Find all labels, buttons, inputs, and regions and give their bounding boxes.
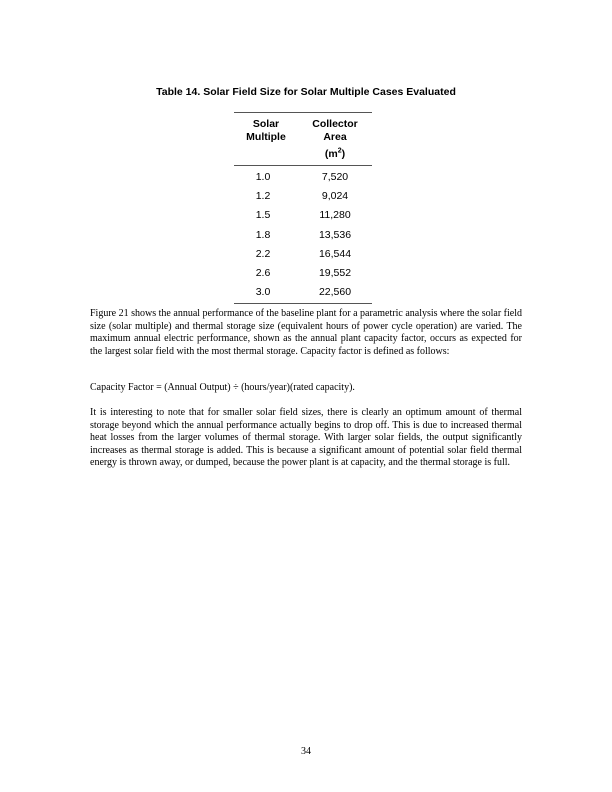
header-solar-multiple-line1: Solar	[252, 118, 280, 130]
table-header-row	[234, 113, 372, 166]
table-row	[234, 283, 372, 303]
paragraph-capacity-factor-formula: Capacity Factor = (Annual Output) ÷ (hours/year)(rated capacity).	[90, 382, 355, 393]
collector-area-cell: 7,520	[321, 170, 349, 183]
solar-multiple-cell: 1.5	[255, 209, 271, 222]
table-row	[234, 264, 372, 283]
header-collector-area-line2: Area	[323, 131, 347, 143]
table-row	[234, 225, 372, 244]
header-solar-multiple	[234, 113, 298, 166]
solar-multiple-cell: 2.6	[255, 267, 271, 280]
table-row	[234, 187, 372, 206]
collector-area-cell: 11,280	[319, 209, 351, 222]
paragraph-figure-21-description: Figure 21 shows the annual performance of the baseline plant for a parametric analysis where the solar field size (solar multiple) and thermal storage size (equivalent hours of power cycle operation) are varied. The maximum annual electric performance, shown as the annual plant capacity factor, occurs as expected for the largest solar field with the most thermal storage. Capacity factor is defined as follows:	[90, 308, 522, 357]
table-row	[234, 245, 372, 264]
collector-area-cell: 22,560	[318, 286, 352, 299]
paragraph-storage-optimum: It is interesting to note that for smaller solar field sizes, there is clearly an optimum amount of thermal storage beyond which the annual performance actually begins to drop off. This is due to increased thermal heat losses from the larger volumes of thermal storage. With larger solar fields, the output significantly increases as thermal storage is added. This is because a significant amount of potential solar field thermal energy is thrown away, or dumped, because the power plant is at capacity, and the thermal storage is full.	[90, 407, 522, 468]
collector-area-cell: 16,544	[318, 247, 352, 260]
collector-area-cell: 19,552	[318, 267, 352, 280]
solar-multiple-cell: 1.8	[255, 228, 271, 241]
solar-multiple-cell: 1.0	[255, 170, 271, 183]
table-row	[234, 165, 372, 187]
table-caption: Table 14. Solar Field Size for Solar Multiple Cases Evaluated	[156, 86, 456, 98]
table-row	[234, 206, 372, 225]
header-solar-multiple-line2: Multiple	[246, 131, 286, 143]
solar-multiple-cell: 3.0	[255, 286, 271, 299]
solar-field-size-table	[234, 112, 372, 304]
collector-area-cell: 13,536	[318, 228, 352, 241]
header-collector-area	[298, 113, 372, 166]
solar-multiple-cell: 1.2	[255, 189, 271, 202]
header-collector-area-line1: Collector	[312, 118, 358, 130]
collector-area-cell: 9,024	[321, 189, 349, 202]
page-number: 34	[301, 746, 311, 757]
header-collector-area-unit: $(m^2)$	[324, 147, 346, 160]
solar-multiple-cell: 2.2	[255, 247, 271, 260]
